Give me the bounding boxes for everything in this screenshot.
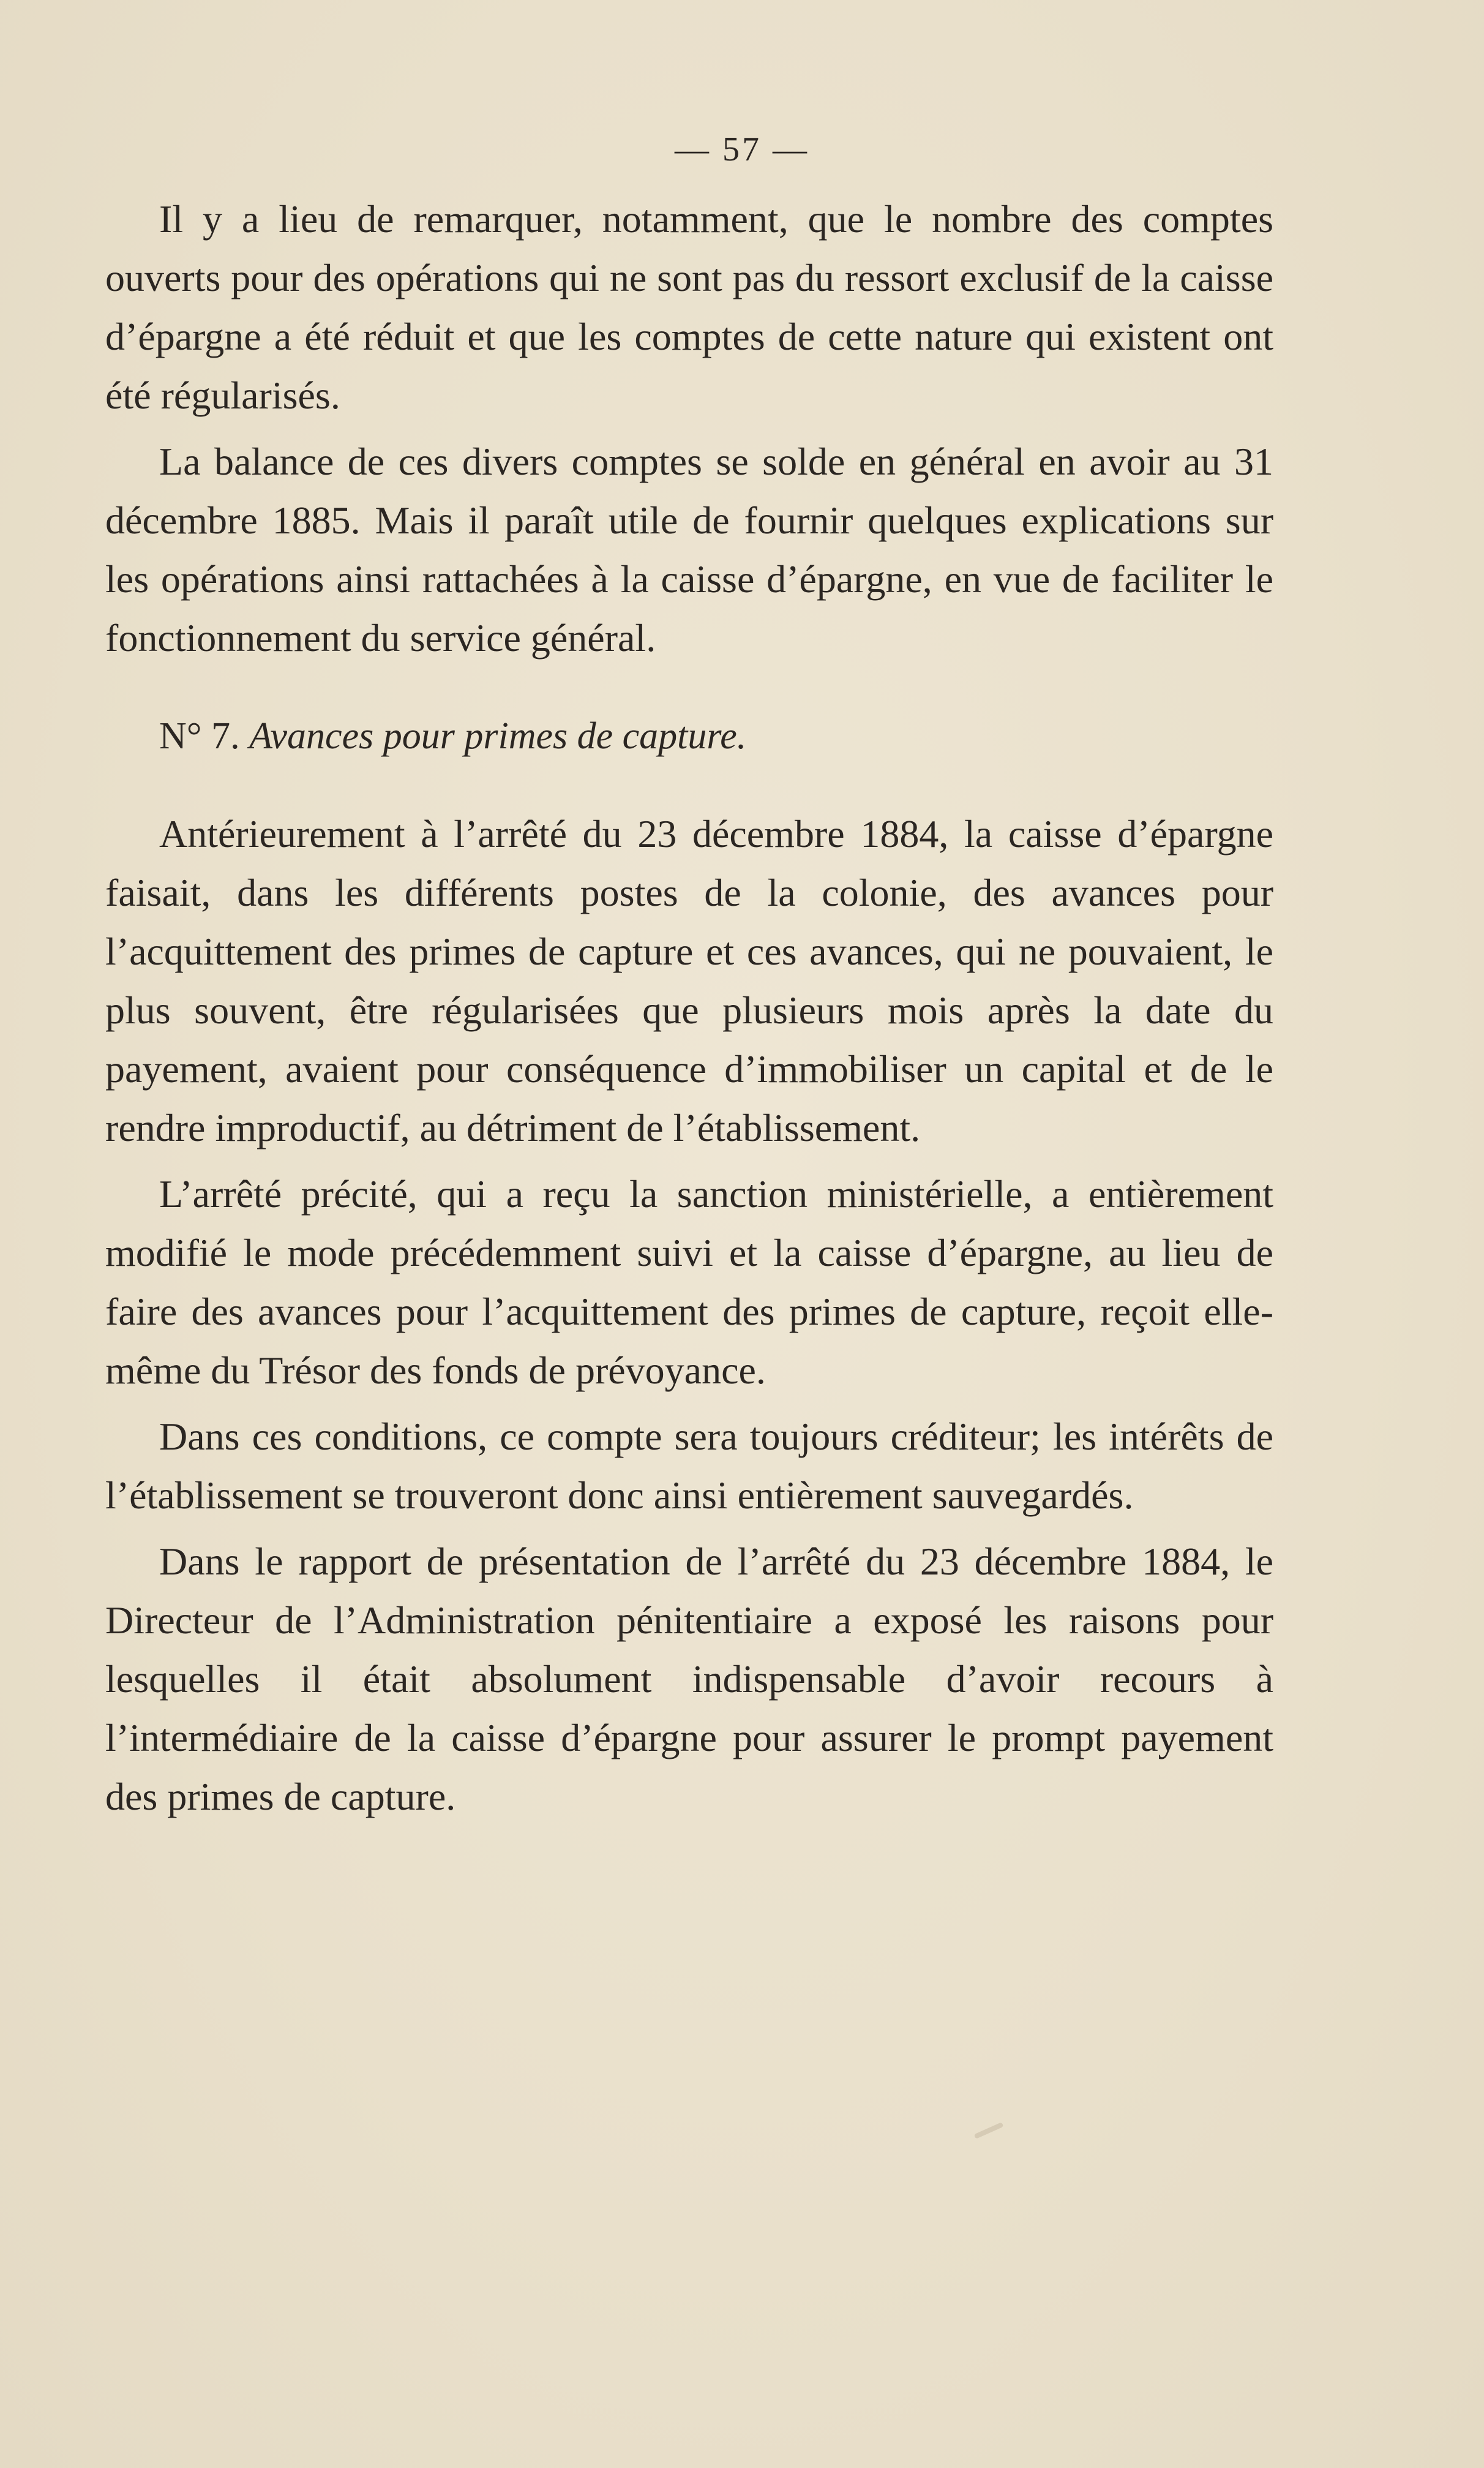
paragraph-section-3: Dans ces conditions, ce compte sera toujours créditeur; les intérêts de l’établissement se trouveront donc ainsi entièrement sauvegardés. — [105, 1415, 1273, 1517]
paragraph-section-1: Antérieurement à l’arrêté du 23 décembre 1884, la caisse d’épargne faisait, dans les différents postes de la colonie, des avances pour l’acquittement des primes de capture et ces avances, qui ne pouvaient, le plus souvent, être régularisées que plusieurs mois après la date du payement, avaient pour conséquence d’immobiliser un capital et de le rendre improductif, au détriment de l’établissement. — [105, 812, 1273, 1149]
page-number: — 57 — — [675, 130, 809, 168]
paragraph-intro-2: La balance de ces divers comptes se solde en général en avoir au 31 décembre 1885. Mais il paraît utile de fournir quelques explications sur les opérations ainsi rattachées à la caisse d’épargne, en vue de faciliter le fonctionnement du service général. — [105, 440, 1273, 660]
paragraph-section-2: L’arrêté précité, qui a reçu la sanction ministérielle, a entièrement modifié le mode précédemment suivi et la caisse d’épargne, au lieu de faire des avances pour l’acquittement des primes de capture, reçoit elle-même du Trésor des fonds de prévoyance. — [105, 1172, 1273, 1392]
section-heading — [105, 707, 1273, 766]
paragraph-section-4: Dans le rapport de présentation de l’arrêté du 23 décembre 1884, le Directeur de l’Administration pénitentiaire a exposé les raisons pour lesquelles il était absolument indispensable d’avoir recours à l’intermédiaire de la caisse d’épargne pour assurer le prompt payement des primes de capture. — [105, 1540, 1273, 1818]
section-number: N° 7. — [159, 715, 240, 757]
paragraph-intro-1: Il y a lieu de remarquer, notamment, que le nombre des comptes ouverts pour des opérations qui ne sont pas du ressort exclusif de la caisse d’épargne a été réduit et que les comptes de cette nature qui existent ont été régularisés. — [105, 197, 1273, 417]
section-title: Avances pour primes de capture. — [249, 715, 747, 757]
paper-smudge — [974, 2122, 1004, 2139]
page-body — [105, 190, 1273, 1834]
